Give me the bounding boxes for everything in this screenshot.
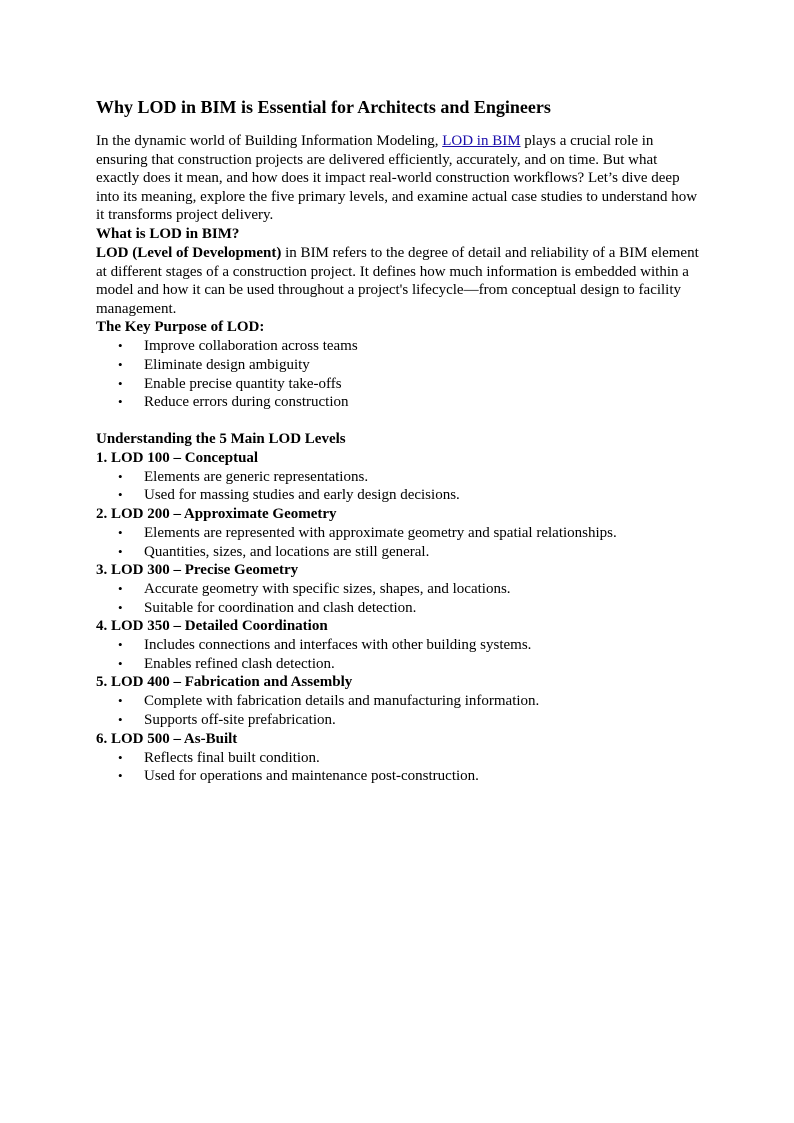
list-item-text: Reduce errors during construction [144,394,349,411]
what-is-lod-paragraph [96,244,700,318]
lod-350-heading: 4. LOD 350 – Detailed Coordination [96,618,328,635]
bullet-icon: • [118,768,123,784]
list-item [118,393,698,412]
bullet-icon: • [118,394,123,410]
lod-300-heading: 3. LOD 300 – Precise Geometry [96,562,299,579]
list-item-text: Complete with fabrication details and manufacturing information. [144,693,540,710]
list-item [118,337,698,356]
lod-400-list [96,692,698,729]
bullet-icon: • [118,693,123,709]
document-title: Why LOD in BIM is Essential for Architects and Engineers [96,97,551,117]
bullet-icon: • [118,338,123,354]
lod-350-list [96,636,698,673]
list-item-text: Supports off-site prefabrication. [144,712,336,729]
list-item-text: Accurate geometry with specific sizes, shapes, and locations. [144,581,511,598]
list-item-text: Used for operations and maintenance post-construction. [144,768,479,785]
lod-200-heading: 2. LOD 200 – Approximate Geometry [96,505,337,522]
bullet-icon: • [118,375,123,391]
list-item [118,356,698,375]
intro-text-end: plays a crucial role in ensuring that construction projects are delivered efficiently, accurately, and on time. But what exactly does it mean, and how does it impact real-world construction workflows? Let’s dive deep into its meaning, explore the five primary levels, and examine actual case studies to understand how it transforms project delivery. [96,133,698,224]
list-item-text: Improve collaboration across teams [144,338,358,355]
list-item-text: Used for massing studies and early design decisions. [144,487,460,504]
list-item [118,711,698,730]
list-item [118,692,698,711]
intro-text-start: In the dynamic world of Building Information Modeling, [96,133,443,149]
list-item [118,655,698,674]
lod-200-list [96,524,698,561]
list-item [118,599,698,618]
bullet-icon: • [118,524,123,540]
bullet-icon: • [118,581,123,597]
list-item [118,636,698,655]
list-item-text: Enable precise quantity take-offs [144,375,342,392]
lod-500-list [96,749,698,786]
key-purpose-heading: The Key Purpose of LOD: [96,319,265,336]
bullet-icon: • [118,637,123,653]
lod-definition-term: LOD (Level of Development) [96,244,282,261]
bullet-icon: • [118,468,123,484]
lod-100-heading: 1. LOD 100 – Conceptual [96,449,259,466]
list-item-text: Suitable for coordination and clash detection. [144,599,417,616]
intro-paragraph [96,132,700,225]
lod-100-list [96,468,698,505]
section-spacer [96,412,698,430]
lod-300-list [96,580,698,617]
bullet-icon: • [118,543,123,559]
bullet-icon: • [118,487,123,503]
list-item-text: Includes connections and interfaces with other building systems. [144,637,532,654]
bullet-icon: • [118,712,123,728]
lod-levels-heading: Understanding the 5 Main LOD Levels [96,430,346,447]
what-is-lod-heading: What is LOD in BIM? [96,225,240,242]
lod-400-heading: 5. LOD 400 – Fabrication and Assembly [96,674,353,691]
list-item [118,375,698,394]
bullet-icon: • [118,749,123,765]
lod-500-heading: 6. LOD 500 – As-Built [96,730,238,747]
list-item [118,749,698,768]
key-purpose-list [96,337,698,411]
bullet-icon: • [118,356,123,372]
list-item-text: Quantities, sizes, and locations are still general. [144,543,430,560]
list-item [118,468,698,487]
list-item-text: Reflects final built condition. [144,749,320,766]
list-item [118,767,698,786]
list-item-text: Enables refined clash detection. [144,655,335,672]
list-item [118,486,698,505]
list-item [118,524,698,543]
bullet-icon: • [118,599,123,615]
bullet-icon: • [118,655,123,671]
list-item-text: Elements are represented with approximate geometry and spatial relationships. [144,524,617,541]
lod-in-bim-link[interactable]: LOD in BIM [442,133,521,149]
list-item-text: Eliminate design ambiguity [144,356,310,373]
list-item [118,580,698,599]
lod-definition-text: in BIM refers to the degree of detail and reliability of a BIM element at different stages of a construction project. It defines how much information is embedded within a model and how it can be used throughout a project's lifecycle—from conceptual design to facility management. [96,244,699,317]
list-item-text: Elements are generic representations. [144,468,369,485]
list-item [118,543,698,562]
